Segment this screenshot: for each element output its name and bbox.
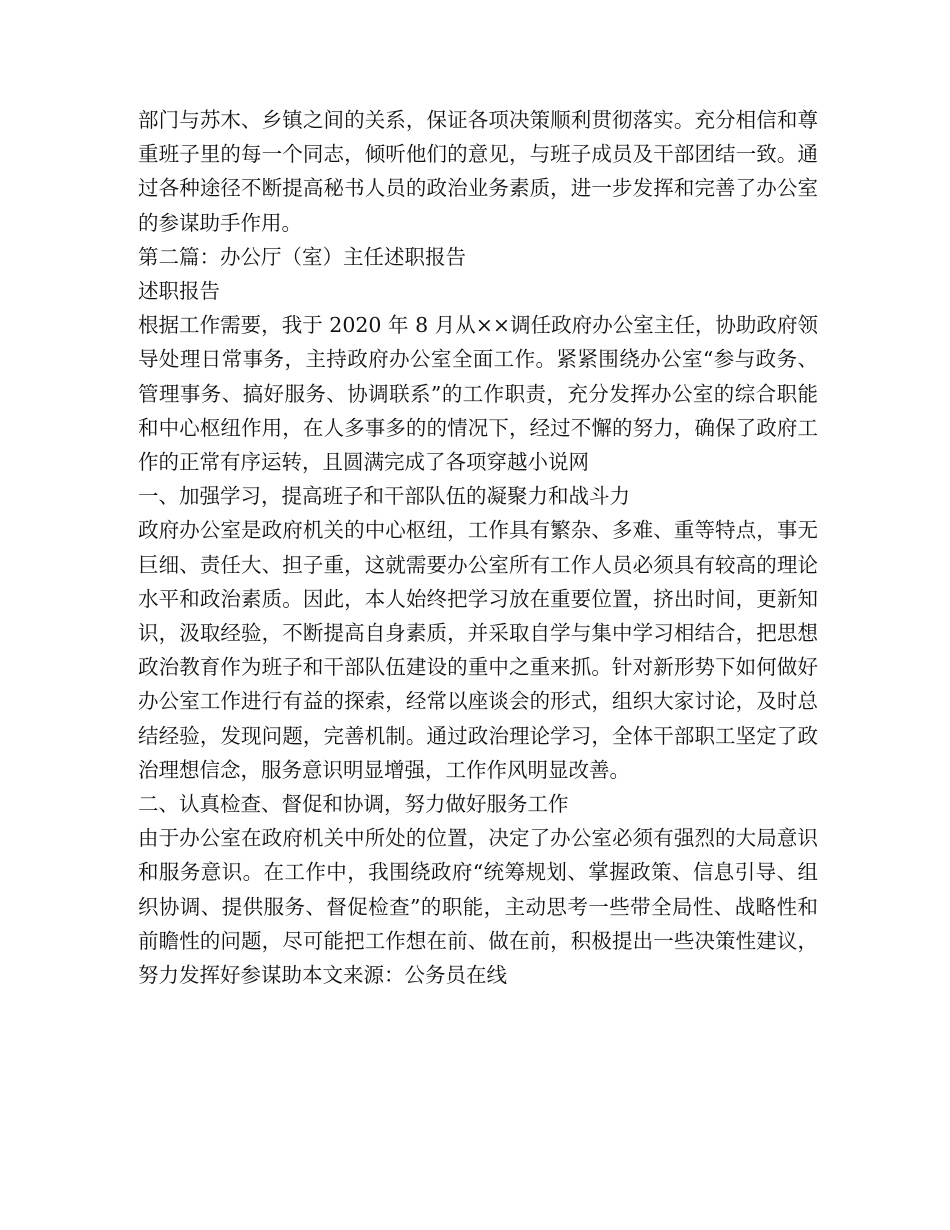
paragraph-section-1: 政府办公室是政府机关的中心枢纽，工作具有繁杂、多难、重等特点，事无巨细、责任大、担子重，这就需要办公室所有工作人员必须具有较高的理论水平和政治素质。因此，本人始终把学习放在重要位置，挤出时间，更新知识，汲取经验，不断提高自身素质，并采取自学与集中学习相结合，把思想政治教育作为班子和干部队伍建设的重中之重来抓。针对新形势下如何做好办公室工作进行有益的探索，经常以座谈会的形式，组织大家讨论，及时总结经验，发现问题，完善机制。通过政治理论学习，全体干部职工坚定了政治理想信念，服务意识明显增强，工作作风明显改善。	[138, 518, 818, 782]
paragraph-section-2: 由于办公室在政府机关中所处的位置，决定了办公室必须有强烈的大局意识和服务意识。在工作中，我围绕政府“统筹规划、掌握政策、信息引导、组织协调、提供服务、督促检查”的职能，主动思考一些带全局性、战略性和前瞻性的问题，尽可能把工作想在前、做在前，积极提出一些决策性建议，努力发挥好参谋助本文来源：公务员在线	[138, 826, 818, 988]
section-heading-2: 二、认真检查、督促和协调，努力做好服务工作	[138, 792, 569, 817]
section-heading-1: 一、加强学习，提高班子和干部队伍的凝聚力和战斗力	[138, 484, 630, 509]
chapter-title: 第二篇：办公厅（室）主任述职报告	[138, 244, 466, 269]
document-page	[138, 103, 818, 992]
paragraph-continuation: 部门与苏木、乡镇之间的关系，保证各项决策顺利贯彻落实。充分相信和尊重班子里的每一个同志，倾听他们的意见，与班子成员及干部团结一致。通过各种途径不断提高秘书人员的政治业务素质，进一步发挥和完善了办公室的参谋助手作用。	[138, 108, 818, 235]
paragraph-intro: 根据工作需要，我于 2020 年 8 月从××调任政府办公室主任，协助政府领导处理日常事务，主持政府办公室全面工作。紧紧围绕办公室“参与政务、管理事务、搞好服务、协调联系”的工作职责，充分发挥办公室的综合职能和中心枢纽作用，在人多事多的的情况下，经过不懈的努力，确保了政府工作的正常有序运转，且圆满完成了各项穿越小说网	[138, 313, 818, 475]
report-title: 述职报告	[138, 279, 220, 304]
